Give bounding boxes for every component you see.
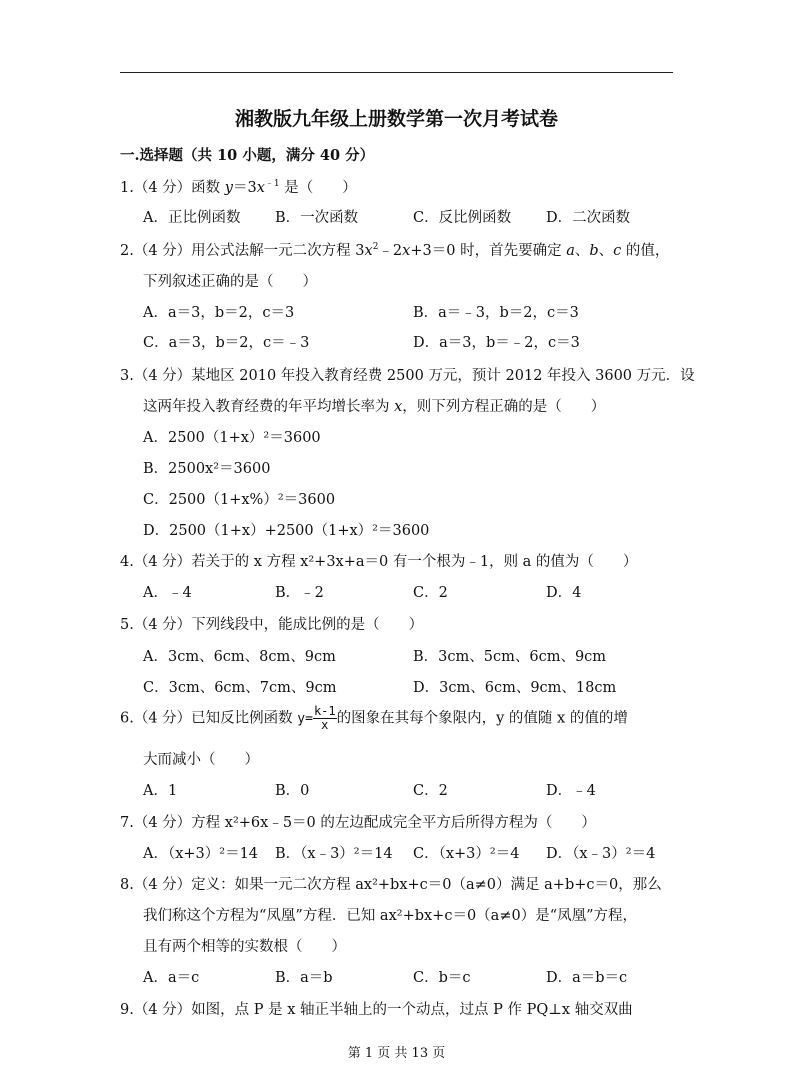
question-8: 8.（4 分）定义：如果一元二次方程 ax²+bx+c＝0（a≠0）满足 a+b+c＝0，那么 xyxy=(120,877,662,893)
q7-option-d: D．（x﹣3）²＝4 xyxy=(546,846,656,862)
question-4: 4.（4 分）若关于的 x 方程 x²+3x+a＝0 有一个根为﹣1，则 a 的值为（ ） xyxy=(120,554,638,570)
q3-option-d: D．2500（1+x）+2500（1+x）²＝3600 xyxy=(143,523,430,539)
q4-option-c: C．2 xyxy=(413,585,448,601)
q3-option-a: A．2500（1+x）²＝3600 xyxy=(143,430,321,446)
fraction-denominator: x xyxy=(321,718,329,732)
q6-option-a: A．1 xyxy=(143,783,178,799)
q8-option-c: C．b＝c xyxy=(413,970,471,986)
q5-option-d: D．3cm、6cm、9cm、18cm xyxy=(413,680,617,696)
q2-option-b: B．a＝﹣3，b＝2，c＝3 xyxy=(413,305,579,321)
question-9: 9.（4 分）如图，点 P 是 x 轴正半轴上的一个动点，过点 P 作 PQ⊥x 轴交双曲 xyxy=(120,1002,633,1018)
fraction-lhs: y= xyxy=(297,711,313,727)
question-1: 1.（4 分）函数 $y=3x^{﹣1}$ 是（ ） xyxy=(120,179,357,196)
q2-option-c: C．a＝3，b＝2，c＝﹣3 xyxy=(143,335,310,351)
page-footer: 第 1 页 共 13 页 xyxy=(347,1046,446,1061)
q4-option-d: D．4 xyxy=(546,585,582,601)
q5-option-a: A．3cm、6cm、8cm、9cm xyxy=(143,649,336,665)
fraction-numerator: k-1 xyxy=(313,704,336,718)
q2-option-d: D．a＝3，b＝﹣2，c＝3 xyxy=(413,335,580,351)
q4-option-a: A．﹣4 xyxy=(143,585,192,601)
question-7: 7.（4 分）方程 x²+6x﹣5＝0 的左边配成完全平方后所得方程为（ ） xyxy=(120,815,596,831)
question-2: 2.（4 分）用公式法解一元二次方程 $3x^2﹣2x+3=0$ 时，首先要确定 a、b、c 的值， xyxy=(120,242,670,259)
q8-option-a: A．a＝c xyxy=(143,970,200,986)
q5-option-b: B．3cm、5cm、6cm、9cm xyxy=(413,649,607,665)
q6-option-b: B．0 xyxy=(275,783,310,799)
q8-option-d: D．a＝b＝c xyxy=(546,970,628,986)
q3-option-c: C．2500（1+x%）²＝3600 xyxy=(143,492,336,508)
q5-option-c: C．3cm、6cm、7cm、9cm xyxy=(143,680,337,696)
fraction xyxy=(313,705,337,732)
section-heading: 一.选择题（共 10 小题，满分 40 分） xyxy=(120,147,375,164)
q3-option-b: B．2500x²＝3600 xyxy=(143,461,271,477)
page-title: 湘教版九年级上册数学第一次月考试卷 xyxy=(234,108,558,130)
q1-option-a: A．正比例函数 xyxy=(143,210,241,226)
q7-option-b: B．（x﹣3）²＝14 xyxy=(275,846,393,862)
question-5: 5.（4 分）下列线段中，能成比例的是（ ） xyxy=(120,617,424,633)
question-6-line-2: 大而减小（ ） xyxy=(143,752,259,768)
question-8-line-3: 且有两个相等的实数根（ ） xyxy=(143,939,346,955)
q8-option-b: B．a＝b xyxy=(275,970,333,986)
q6-option-c: C．2 xyxy=(413,783,448,799)
q7-option-a: A．（x+3）²＝14 xyxy=(143,846,259,862)
question-8-line-2: 我们称这个方程为“凤凰”方程．已知 ax²+bx+c＝0（a≠0）是“凤凰”方程， xyxy=(143,908,638,924)
q1-option-c: C．反比例函数 xyxy=(413,210,512,226)
question-3-line-2: 这两年投入教育经费的年平均增长率为 x，则下列方程正确的是（ ） xyxy=(143,399,606,415)
q4-option-b: B．﹣2 xyxy=(275,585,324,601)
q2-option-a: A．a＝3，b＝2，c＝3 xyxy=(143,305,295,321)
q7-option-c: C．（x+3）²＝4 xyxy=(413,846,520,862)
header-rule xyxy=(120,72,673,73)
question-3: 3.（4 分）某地区 2010 年投入教育经费 2500 万元，预计 2012 年投入 3600 万元．设 xyxy=(120,368,695,384)
q6-option-d: D．﹣4 xyxy=(546,783,596,799)
question-2-line-2: 下列叙述正确的是（ ） xyxy=(143,274,317,290)
question-6: 6.（4 分）已知反比例函数 y= $\frac{k-1}{x}$ 的图象在其每个象限内，y 的值随 x 的值的增 xyxy=(120,704,628,732)
q1-option-b: B．一次函数 xyxy=(275,210,359,226)
q1-option-d: D．二次函数 xyxy=(546,210,631,226)
